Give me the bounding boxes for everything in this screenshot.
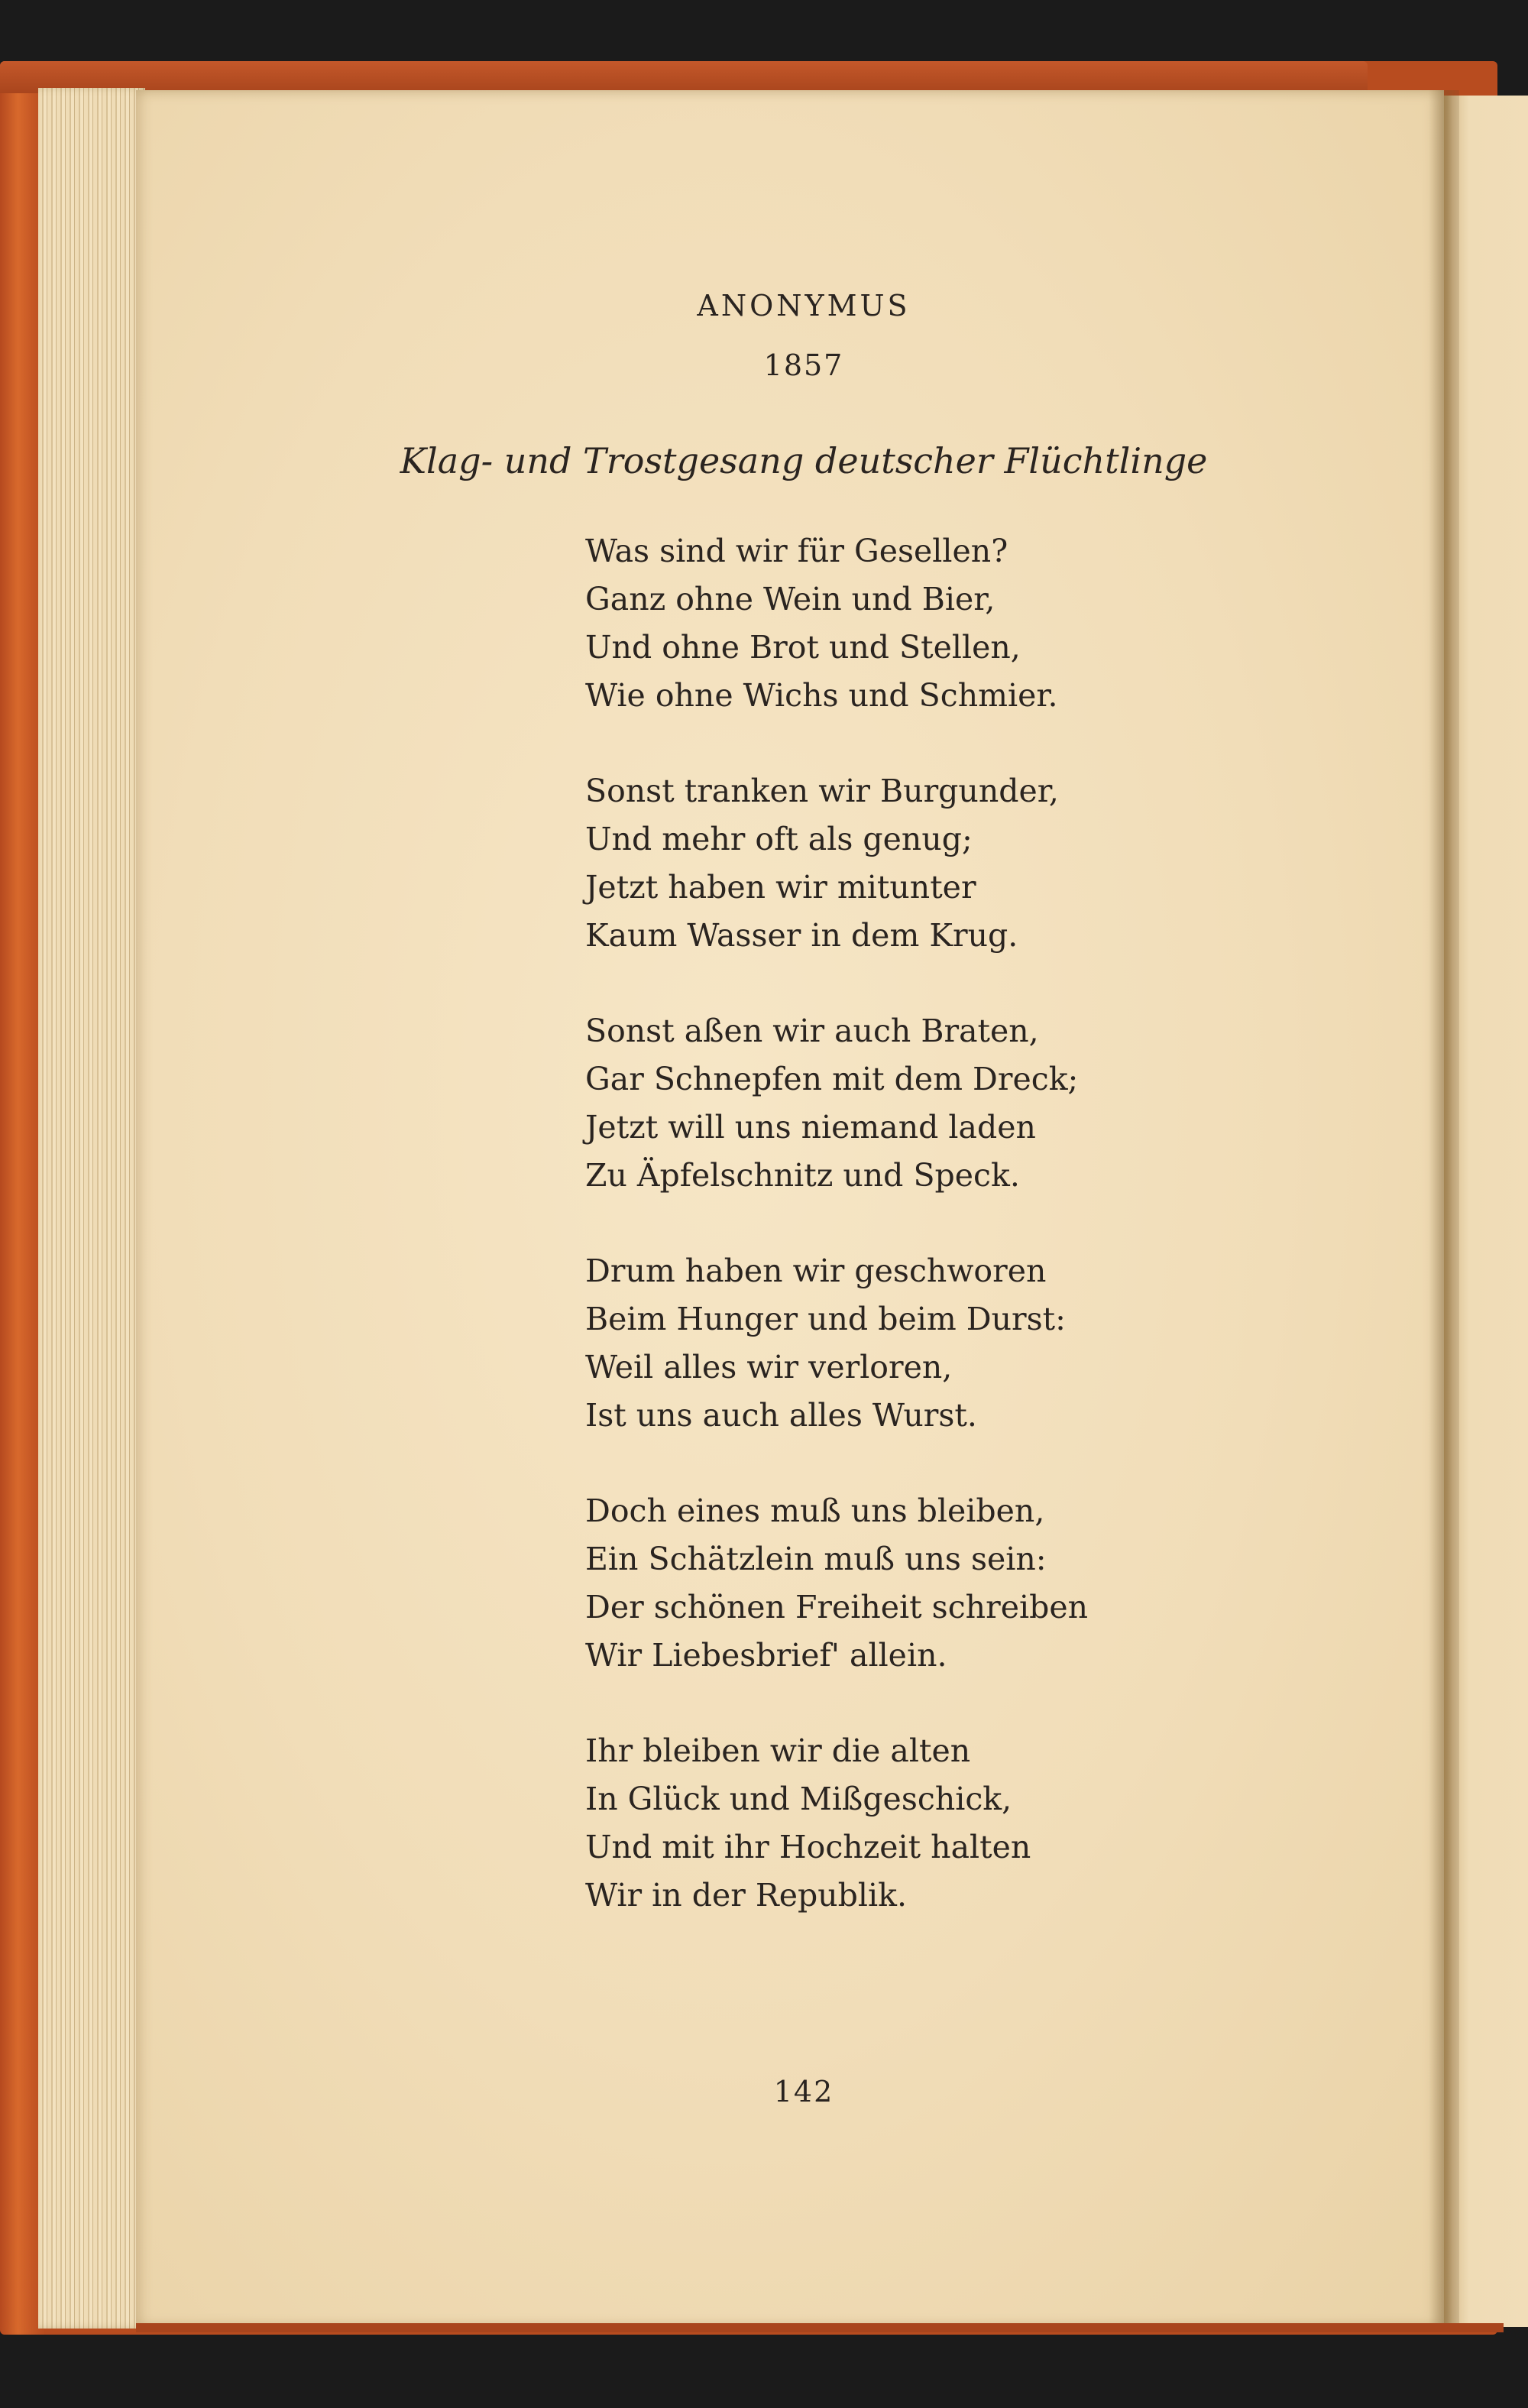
poem-line: Und mit ihr Hochzeit halten bbox=[585, 1829, 1031, 1865]
poem-line: Jetzt haben wir mitunter bbox=[585, 869, 976, 906]
stanza bbox=[585, 1727, 1273, 1920]
poem-line: Drum haben wir geschworen bbox=[585, 1253, 1047, 1289]
year-heading: 1857 bbox=[763, 348, 844, 382]
book-cover-top-edge bbox=[0, 61, 1368, 93]
poem-line: Ganz ohne Wein und Bier, bbox=[585, 581, 995, 617]
poem-line: Sonst aßen wir auch Braten, bbox=[585, 1013, 1039, 1049]
poem-line: Weil alles wir verloren, bbox=[585, 1349, 953, 1385]
poem-line: Gar Schnepfen mit dem Dreck; bbox=[585, 1061, 1079, 1097]
poem-body bbox=[585, 527, 1273, 1967]
poem-line: Ist uns auch alles Wurst. bbox=[585, 1397, 977, 1434]
poem-line: Zu Äpfelschnitz und Speck. bbox=[585, 1157, 1020, 1194]
poem-line: Wie ohne Wichs und Schmier. bbox=[585, 677, 1058, 714]
poem-line: Und mehr oft als genug; bbox=[585, 821, 973, 857]
poem-line: Beim Hunger und beim Durst: bbox=[585, 1301, 1066, 1337]
poem-line: Kaum Wasser in dem Krug. bbox=[585, 917, 1018, 954]
poem-line: Der schönen Freiheit schreiben bbox=[585, 1589, 1088, 1625]
page-gutter bbox=[1429, 90, 1459, 2328]
poem-line: In Glück und Mißgeschick, bbox=[585, 1781, 1012, 1817]
cover-bottom-edge bbox=[136, 2323, 1504, 2332]
stanza bbox=[585, 1007, 1273, 1200]
poem-line: Doch eines muß uns bleiben, bbox=[585, 1492, 1045, 1529]
stanza bbox=[585, 1247, 1273, 1440]
poem-line: Wir in der Republik. bbox=[585, 1877, 907, 1914]
stanza bbox=[585, 1487, 1273, 1680]
stanza bbox=[585, 767, 1273, 960]
author-heading: ANONYMUS bbox=[697, 289, 911, 322]
poem-line: Ein Schätzlein muß uns sein: bbox=[585, 1541, 1047, 1577]
poem-line: Was sind wir für Gesellen? bbox=[585, 533, 1008, 569]
poem-title: Klag- und Trostgesang deutscher Flüchtlinge bbox=[400, 440, 1208, 481]
poem-line: Ihr bleiben wir die alten bbox=[585, 1732, 971, 1769]
poem-line: Und ohne Brot und Stellen, bbox=[585, 629, 1021, 666]
poem-line: Wir Liebesbrief' allein. bbox=[585, 1637, 947, 1674]
page-edges bbox=[38, 88, 145, 2329]
page-number: 142 bbox=[773, 2075, 834, 2108]
poem-line: Jetzt will uns niemand laden bbox=[585, 1109, 1036, 1146]
stanza bbox=[585, 527, 1273, 720]
poem-line: Sonst tranken wir Burgunder, bbox=[585, 773, 1059, 809]
